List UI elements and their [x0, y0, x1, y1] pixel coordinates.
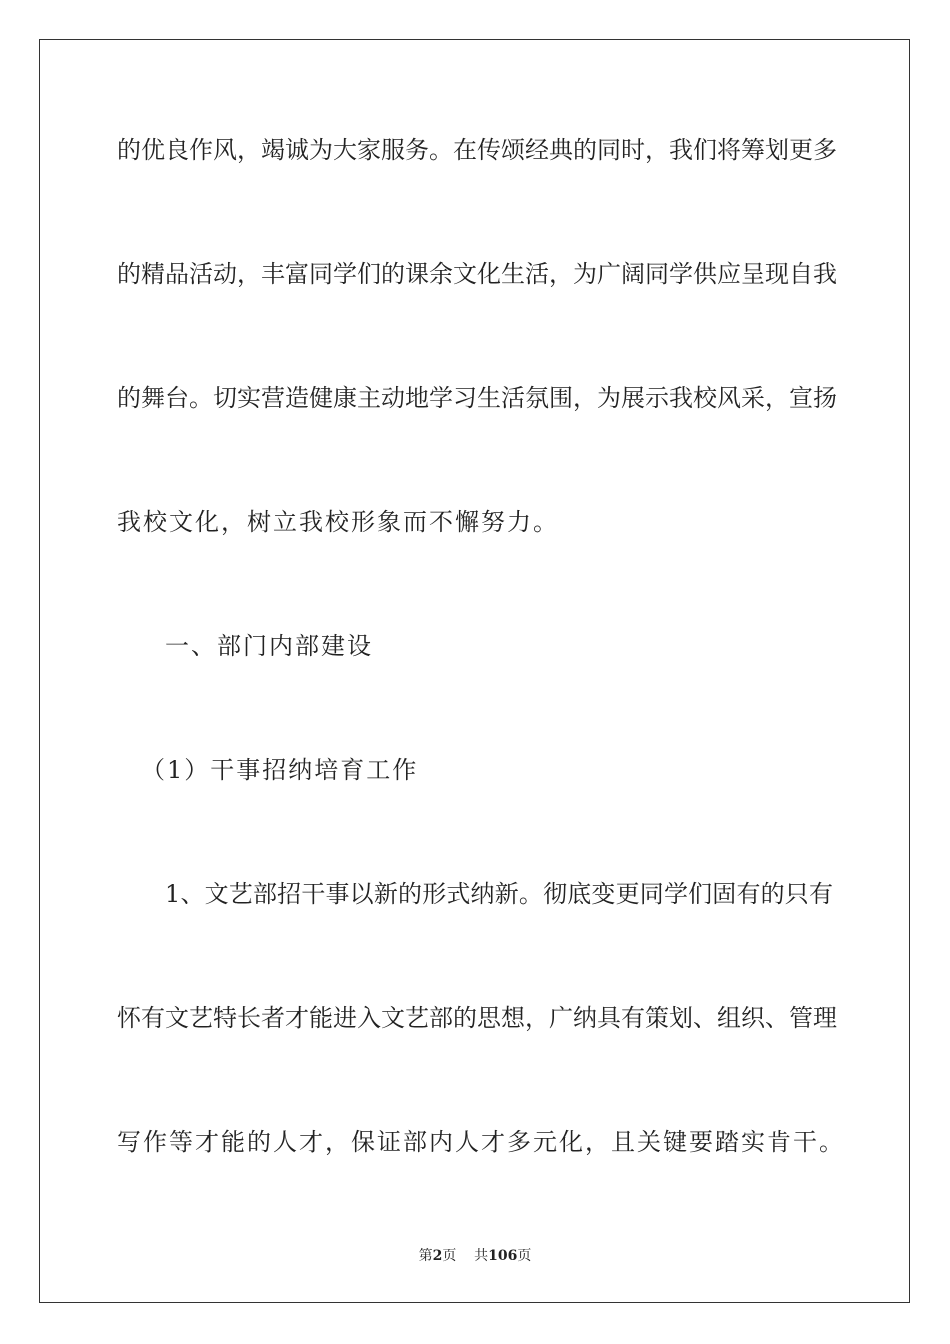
paragraph-line: 我校文化，树立我校形象而不懈努力。: [117, 508, 559, 536]
paragraph-line: 的舞台。切实营造健康主动地学习生活氛围，为展示我校风采，宣扬: [117, 384, 837, 412]
page-suffix: 页: [442, 1248, 457, 1264]
page-number: 2: [432, 1248, 443, 1264]
paragraph-line: 写作等才能的人才，保证部内人才多元化，且关键要踏实肯干。: [117, 1128, 845, 1156]
total-suffix: 页: [517, 1248, 532, 1264]
paragraph-line: 怀有文艺特长者才能进入文艺部的思想，广纳具有策划、组织、管理: [117, 1004, 837, 1032]
page-prefix: 第: [418, 1248, 433, 1264]
total-prefix: 共: [474, 1248, 489, 1264]
paragraph-line: 的精品活动，丰富同学们的课余文化生活，为广阔同学供应呈现自我: [117, 260, 837, 288]
section-heading: 一、部门内部建设: [165, 632, 373, 660]
paragraph-line: 的优良作风，竭诚为大家服务。在传颂经典的同时，我们将筹划更多: [117, 136, 837, 164]
page-footer: [0, 1246, 950, 1266]
subsection-heading: （1）干事招纳培育工作: [141, 756, 419, 784]
page-border: [39, 39, 910, 1303]
total-pages: 106: [488, 1248, 518, 1264]
paragraph-line: 1、文艺部招干事以新的形式纳新。彻底变更同学们固有的只有: [165, 880, 833, 908]
